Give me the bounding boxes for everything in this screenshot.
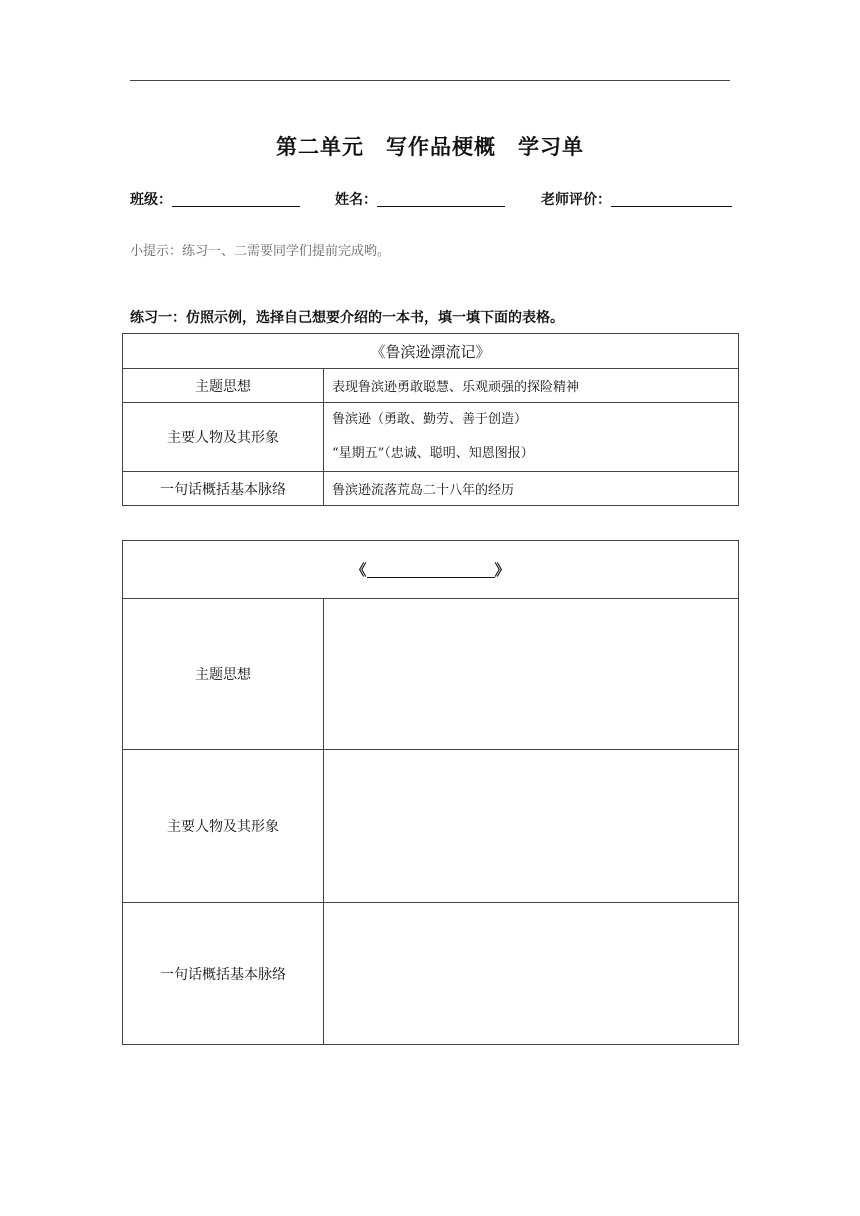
table-row <box>123 903 739 1045</box>
row-label: 主题思想 <box>123 599 324 750</box>
student-info-row <box>130 189 732 209</box>
table-row <box>123 403 739 472</box>
example-table-header-row <box>123 334 739 369</box>
book-title-blank[interactable] <box>123 541 739 599</box>
row-label: 主题思想 <box>123 369 324 403</box>
teacher-evaluation-label: 老师评价： <box>541 192 611 208</box>
book-title-line[interactable] <box>367 563 495 578</box>
name-field <box>335 189 505 209</box>
blank-table-header-row <box>123 541 739 599</box>
character-line: 鲁滨逊（勇敢、勤劳、善于创造） <box>332 412 528 427</box>
class-label: 班级： <box>130 192 172 208</box>
header-rule <box>130 80 730 81</box>
row-label: 主要人物及其形象 <box>123 750 324 903</box>
row-label: 一句话概括基本脉络 <box>123 903 324 1045</box>
class-blank[interactable] <box>172 192 300 207</box>
answer-cell-theme[interactable] <box>324 599 739 750</box>
blank-worksheet-table <box>122 540 739 1045</box>
row-value: 鲁滨逊流落荒岛二十八年的经历 <box>324 472 739 506</box>
hint-text: 小提示：练习一、二需要同学们提前完成哟。 <box>130 244 391 259</box>
answer-cell-characters[interactable] <box>324 750 739 903</box>
row-value: 表现鲁滨逊勇敢聪慧、乐观顽强的探险精神 <box>324 369 739 403</box>
table-row <box>123 369 739 403</box>
name-blank[interactable] <box>377 192 505 207</box>
row-label: 主要人物及其形象 <box>123 403 324 472</box>
answer-cell-outline[interactable] <box>324 903 739 1045</box>
close-bracket: 》 <box>494 561 510 579</box>
table-row <box>123 599 739 750</box>
example-table <box>122 333 739 506</box>
teacher-evaluation-field <box>541 189 732 209</box>
table-row <box>123 472 739 506</box>
table-row <box>123 750 739 903</box>
row-label: 一句话概括基本脉络 <box>123 472 324 506</box>
row-value <box>324 403 739 472</box>
teacher-evaluation-blank[interactable] <box>611 192 732 207</box>
name-label: 姓名： <box>335 192 377 208</box>
example-book-title: 《鲁滨逊漂流记》 <box>123 334 739 369</box>
exercise-1-instruction: 练习一：仿照示例，选择自己想要介绍的一本书，填一填下面的表格。 <box>130 310 564 326</box>
open-bracket: 《 <box>351 561 367 579</box>
character-line: “星期五”（忠诚、聪明、知恩图报） <box>332 446 534 461</box>
class-field <box>130 189 300 209</box>
page-title: 第二单元 写作品梗概 学习单 <box>276 135 584 159</box>
